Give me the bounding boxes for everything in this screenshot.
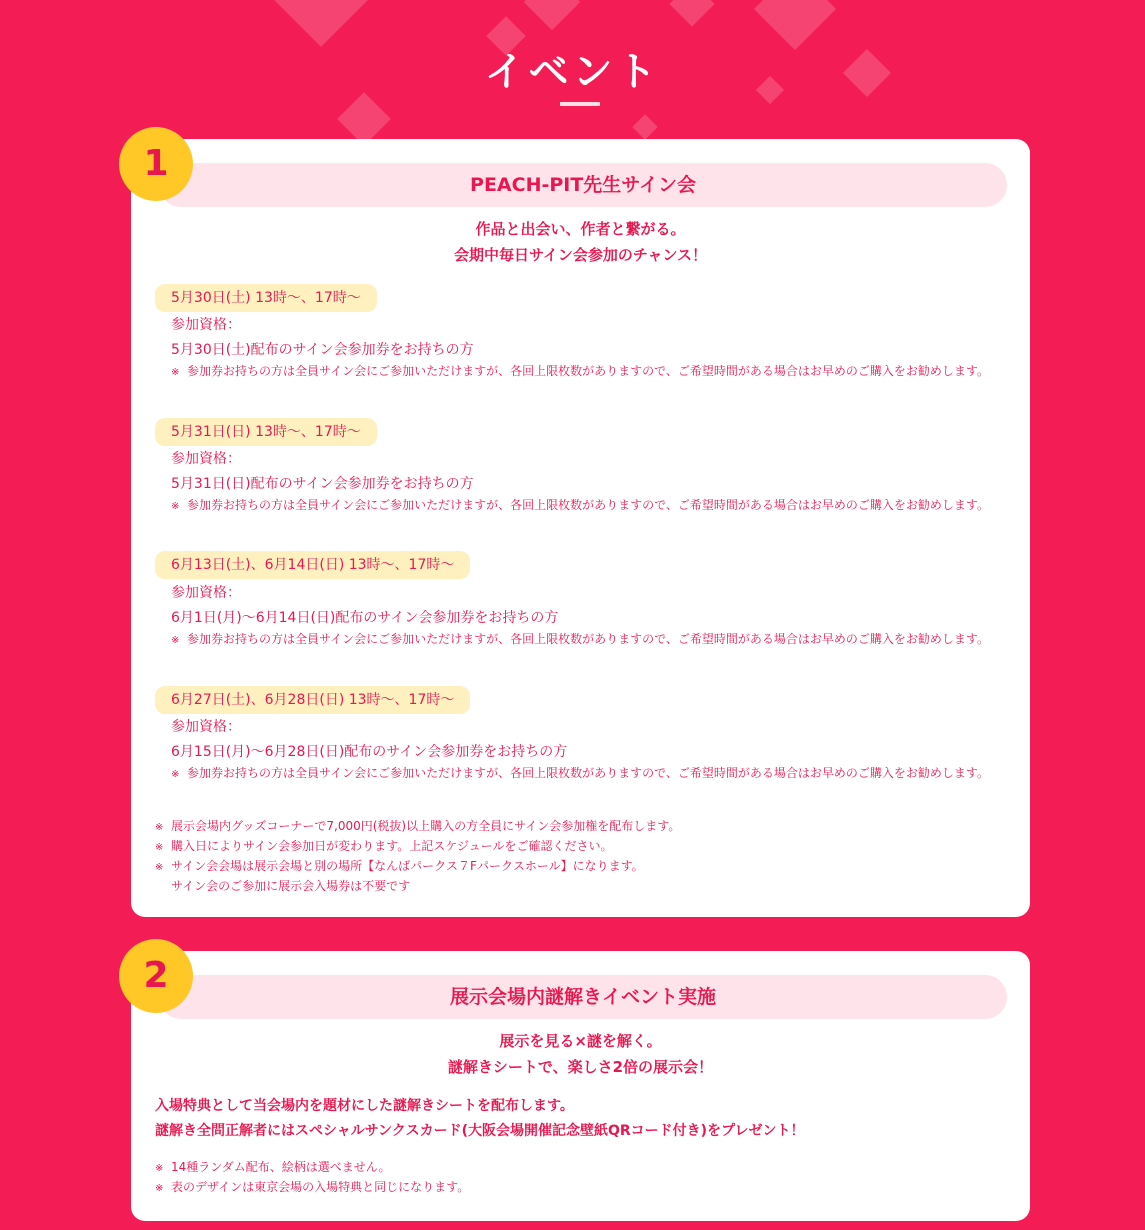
qualification-label: 参加資格： [171, 719, 241, 735]
qualification-label: 参加資格： [171, 317, 241, 333]
session-date: 5月31日(日) 13時〜、17時〜 [155, 418, 377, 446]
note-mark: ※ [155, 862, 164, 873]
footnote-text: 購入日によりサイン会参加日が変わります。上記スケジュールをご確認ください。 [171, 839, 613, 853]
session-date: 6月13日(土)、6月14日(日) 13時〜、17時〜 [155, 551, 470, 579]
session-note [171, 763, 1017, 785]
qualification-text: 6月15日(月)〜6月28日(日)配布のサイン会参加券をお持ちの方 [171, 744, 568, 760]
session-date: 5月30日(土) 13時〜、17時〜 [155, 284, 377, 312]
event-card-puzzle [131, 951, 1030, 1221]
session-note-text: 参加券お持ちの方は全員サイン会にご参加いただけますが、各回上限枚数がありますので、ご希望時間がある場合はお早めのご購入をお勧めします。 [187, 364, 989, 378]
event-number-badge: 1 [119, 127, 193, 201]
event-footnotes [155, 817, 955, 896]
qualification-label: 参加資格： [171, 585, 241, 601]
note-mark: ※ [171, 367, 180, 378]
footnote-text: 表のデザインは東京会場の入場特典と同じになります。 [171, 1180, 470, 1194]
note-mark: ※ [155, 1183, 164, 1194]
session-note [171, 629, 1017, 651]
background-diamond [337, 92, 391, 146]
footnote-text: 展示会場内グッズコーナーで7,000円(税抜)以上購入の方全員にサイン会参加権を配布します。 [171, 819, 681, 833]
note-mark: ※ [155, 842, 164, 853]
footnote-continuation: サイン会のご参加に展示会入場券は不要です [171, 879, 411, 893]
footnote [155, 1158, 955, 1178]
event-footnotes [155, 1158, 955, 1198]
footnote-text: サイン会会場は展示会場と別の場所【なんばパークス７Fパークスホール】になります。 [171, 859, 644, 873]
session-note-text: 参加券お持ちの方は全員サイン会にご参加いただけますが、各回上限枚数がありますので、ご希望時間がある場合はお早めのご購入をお勧めします。 [187, 632, 989, 646]
session-note [171, 495, 1017, 517]
event-title: 展示会場内謎解きイベント実施 [159, 975, 1007, 1019]
event-lead-line: 作品と出会い、作者と繋がる。 [475, 220, 686, 238]
session-date: 6月27日(土)、6月28日(日) 13時〜、17時〜 [155, 686, 470, 714]
event-lead-line: 会期中毎日サイン会参加のチャンス！ [453, 246, 708, 264]
background-diamond [524, 0, 581, 30]
background-diamond [632, 114, 657, 139]
footnote [155, 837, 955, 857]
footnote [155, 857, 955, 877]
session-note [171, 361, 1017, 383]
event-body-line: 入場特典として当会場内を題材にした謎解きシートを配布します。 [155, 1098, 574, 1114]
qualification-text: 5月31日(日)配布のサイン会参加券をお持ちの方 [171, 476, 474, 492]
event-number-badge: 2 [119, 939, 193, 1013]
event-lead-line: 謎解きシートで、楽しさ2倍の展示会！ [447, 1058, 714, 1076]
footnote [155, 1178, 955, 1198]
background-diamond [669, 0, 714, 27]
event-card-signing [131, 139, 1030, 917]
event-body-line: 謎解き全問正解者にはスペシャルサンクスカード(大阪会場開催記念壁紙QRコード付き)をプレゼント！ [155, 1123, 805, 1139]
qualification-label: 参加資格： [171, 451, 241, 467]
note-mark: ※ [171, 769, 180, 780]
page-title: イベント [484, 49, 661, 95]
title-underline [560, 102, 600, 106]
session-note-text: 参加券お持ちの方は全員サイン会にご参加いただけますが、各回上限枚数がありますので、ご希望時間がある場合はお早めのご購入をお勧めします。 [187, 766, 989, 780]
session-note-text: 参加券お持ちの方は全員サイン会にご参加いただけますが、各回上限枚数がありますので、ご希望時間がある場合はお早めのご購入をお勧めします。 [187, 498, 989, 512]
note-mark: ※ [171, 635, 180, 646]
event-title: PEACH-PIT先生サイン会 [159, 163, 1007, 207]
note-mark: ※ [155, 822, 164, 833]
note-mark: ※ [155, 1163, 164, 1174]
footnote [155, 817, 955, 837]
footnote-text: 14種ランダム配布、絵柄は選べません。 [171, 1160, 391, 1174]
event-lead-line: 展示を見る×謎を解く。 [499, 1032, 662, 1050]
qualification-text: 6月1日(月)〜6月14日(日)配布のサイン会参加券をお持ちの方 [171, 610, 559, 626]
qualification-text: 5月30日(土)配布のサイン会参加券をお持ちの方 [171, 342, 474, 358]
note-mark: ※ [171, 501, 180, 512]
